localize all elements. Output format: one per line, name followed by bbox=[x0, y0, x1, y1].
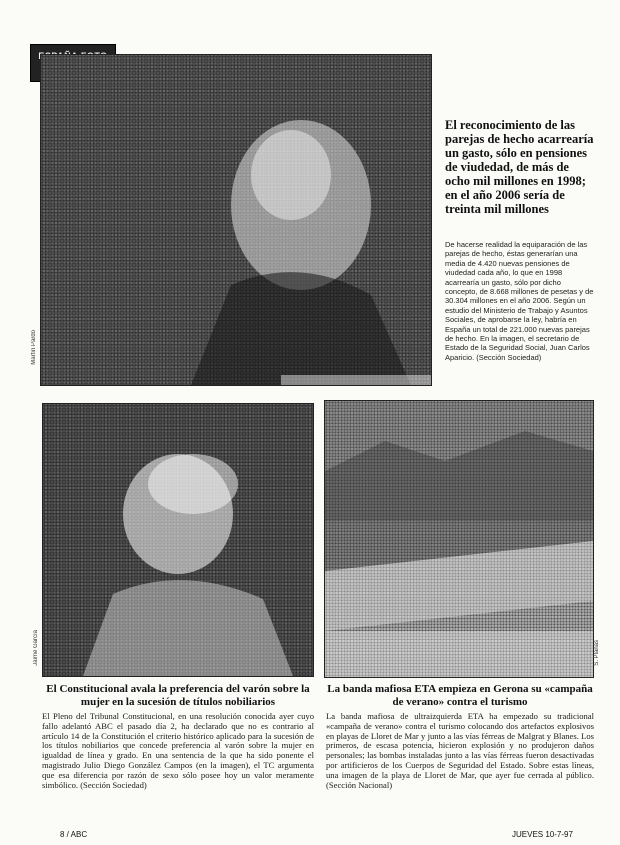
left-photo-figure bbox=[43, 404, 313, 676]
top-story-headline: El reconocimiento de las parejas de hecho acarrearía un gasto, sólo en pensiones de viudedad, de más de ocho mil millones en 1998; en el año 2006 sería de treinta mil millones bbox=[445, 118, 594, 216]
left-story-body: El Pleno del Tribunal Constitucional, en una resolución conocida ayer cuyo fallo adelantó ABC el pasado día 2, ha declarado que no es contrario al artículo 14 de la Constitución el criterio histórico aplicado para la sucesión de los títulos nobiliarios que concede preferencia al varón sobre la mujer en igualdad de línea y grado. En una sentencia de la que ha sido ponente el magistrado Julio Diego González Campos (en la imagen), el TC argumenta que esa diferencia por razón de sexo sólo posee hoy un valor meramente simbólico. (Sección Sociedad) bbox=[42, 711, 314, 790]
top-photo bbox=[40, 54, 432, 386]
right-story-body: La banda mafiosa de ultraizquierda ETA ha empezado su tradicional «campaña de verano» contra el turismo colocando dos artefactos explosivos en playas de Lloret de Mar y junto a las vías férreas de Malgrat y Blanes. Los primeros, de escasa potencia, hicieron explosión y no produjeron daños personales; las bombas instaladas junto a las vías férreas fueron desactivadas por artificieros de los Cuerpos de Seguridad del Estado. Sobre estas líneas, una imagen de la playa de Lloret de Mar, que ayer fue cerrada al público. (Sección Nacional) bbox=[326, 711, 594, 790]
top-photo-figure bbox=[41, 55, 431, 385]
issue-date: JUEVES 10-7-97 bbox=[512, 830, 573, 839]
top-photo-credit: Martín Pardo bbox=[31, 330, 37, 365]
left-story-headline: El Constitucional avala la preferencia del varón sobre la mujer en la sucesión de títulos nobiliarios bbox=[46, 683, 310, 708]
right-story-headline: La banda mafiosa ETA empieza en Gerona su «campaña de verano» contra el turismo bbox=[327, 683, 593, 708]
page-number: 8 / ABC bbox=[60, 830, 88, 839]
top-story-body: De hacerse realidad la equiparación de las parejas de hecho, éstas generarían una media de 4.420 nuevas pensiones de viudedad cada año, lo que en 1998 acarrearía un gasto, sólo por dicho concepto, de 8.668 millones de pesetas y de 30.304 millones en el año 2006. Según un estudio del Ministerio de Trabajo y Asuntos Sociales, de aprobarse la ley, habría en España un total de 221.000 nuevas parejas de hecho. En la imagen, el secretario de Estado de la Seguridad Social, Juan Carlos Aparicio. (Sección Sociedad) bbox=[445, 240, 594, 362]
right-photo-credit: S. Planas bbox=[594, 640, 600, 666]
right-photo bbox=[324, 400, 594, 678]
left-photo-credit: Jaime García bbox=[33, 630, 39, 666]
left-photo bbox=[42, 403, 314, 677]
right-photo-figure bbox=[325, 401, 593, 677]
